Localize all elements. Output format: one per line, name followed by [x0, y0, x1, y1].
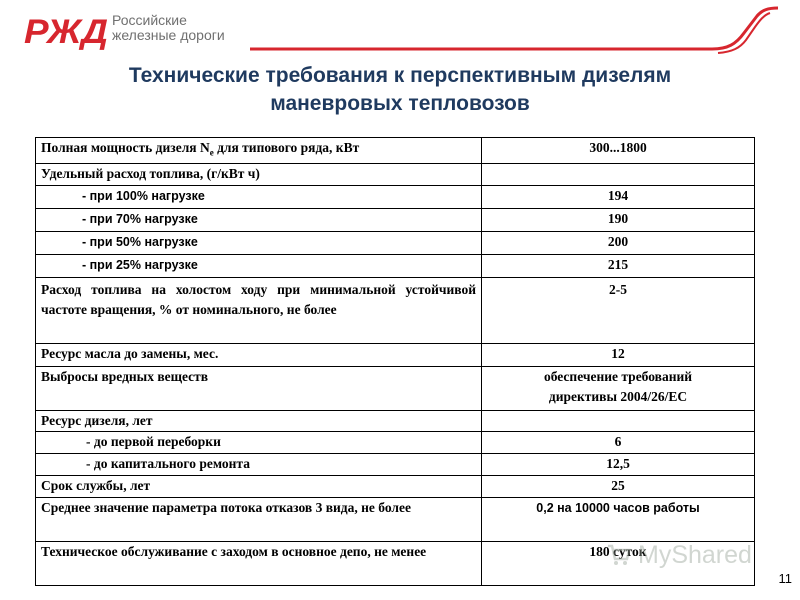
param-cell: Техническое обслуживание с заходом в основное депо, не менее [36, 541, 482, 585]
value-cell: 0,2 на 10000 часов работы [482, 497, 755, 541]
table-row [36, 138, 755, 164]
table-row [36, 163, 755, 185]
param-cell: Срок службы, лет [36, 475, 482, 497]
param-cell: Среднее значение параметра потока отказов 3 вида, не более [36, 497, 482, 541]
value-cell: 215 [482, 254, 755, 277]
table-row [36, 343, 755, 366]
param-cell: Полная мощность дизеля $N_e$ для типового ряда, кВт [36, 138, 482, 164]
value-cell: 12,5 [482, 453, 755, 475]
value-cell: обеспечение требований директивы 2004/26/ЕС [482, 366, 755, 410]
param-cell: - до капитального ремонта [36, 453, 482, 475]
table-row [36, 254, 755, 277]
watermark [606, 540, 752, 570]
organization-name: Российские железные дороги [112, 12, 225, 43]
logo-text: РЖД [24, 13, 108, 50]
table-row [36, 366, 755, 410]
value-cell [482, 410, 755, 431]
table-row [36, 475, 755, 497]
param-cell: Удельный расход топлива, (г/кВт ч) [36, 163, 482, 185]
watermark-text: MyShared [638, 540, 752, 569]
table-row [36, 453, 755, 475]
param-cell: - при 70% нагрузке [36, 208, 482, 231]
cart-icon [606, 542, 632, 568]
param-cell: Ресурс масла до замены, мес. [36, 343, 482, 366]
param-cell: Выбросы вредных веществ [36, 366, 482, 410]
value-cell: 180 суток [482, 541, 755, 585]
value-cell: 25 [482, 475, 755, 497]
value-cell: 300...1800 [482, 138, 755, 164]
value-cell: 2-5 [482, 277, 755, 343]
value-cell: 190 [482, 208, 755, 231]
table-row [36, 185, 755, 208]
param-cell: - при 25% нагрузке [36, 254, 482, 277]
param-cell: Ресурс дизеля, лет [36, 410, 482, 431]
value-cell: 6 [482, 431, 755, 453]
param-cell: Расход топлива на холостом ходу при минимальной устойчивой частоте вращения, % от номинального, не более [36, 277, 482, 343]
value-cell [482, 163, 755, 185]
param-cell: - при 50% нагрузке [36, 231, 482, 254]
value-cell: 12 [482, 343, 755, 366]
table-row [36, 208, 755, 231]
table-row [36, 277, 755, 343]
table-row [36, 497, 755, 541]
param-cell: - при 100% нагрузке [36, 185, 482, 208]
page-number: 11 [778, 571, 792, 586]
table-row [36, 410, 755, 431]
param-cell: - до первой переборки [36, 431, 482, 453]
value-cell: 200 [482, 231, 755, 254]
requirements-table [35, 137, 755, 586]
table-row [36, 431, 755, 453]
table-row [36, 231, 755, 254]
page-title: Технические требования к перспективным дизелям маневровых тепловозов [128, 64, 672, 115]
header-swoosh [0, 0, 800, 60]
value-cell: 194 [482, 185, 755, 208]
